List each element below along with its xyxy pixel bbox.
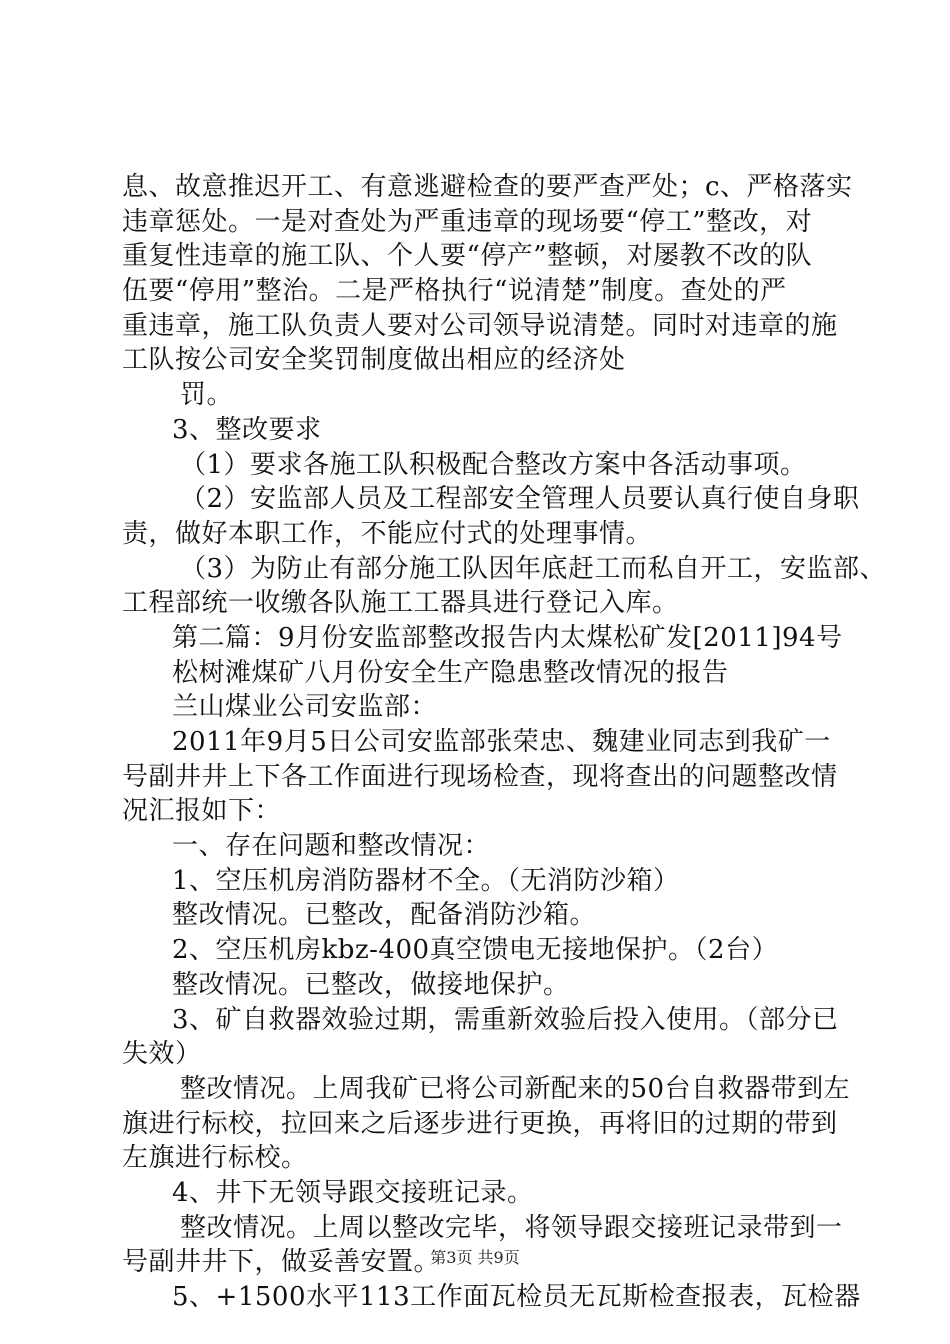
text-line: 失效） xyxy=(122,1039,202,1070)
text-line: 2011年9月5日公司安监部张荣忠、魏建业同志到我矿一 xyxy=(172,727,831,757)
list-item: 4、井下无领导跟交接班记录。 xyxy=(172,1177,534,1208)
text-line: （2）安监部人员及工程部安全管理人员要认真行使自身职 xyxy=(180,484,860,515)
text-line: 工队按公司安全奖罚制度做出相应的经济处 xyxy=(122,345,626,376)
section-heading: 一、存在问题和整改情况： xyxy=(172,831,491,862)
addressee: 兰山煤业公司安监部： xyxy=(172,692,438,723)
text-line: 整改情况。已整改，配备消防沙箱。 xyxy=(172,900,597,931)
text-line: 整改情况。上周以整改完毕，将领导跟交接班记录带到一 xyxy=(180,1212,843,1243)
text-line: 整改情况。上周我矿已将公司新配来的50台自救器带到左 xyxy=(180,1073,851,1104)
section-heading: 3、整改要求 xyxy=(172,414,322,445)
chapter-heading: 第二篇：9月份安监部整改报告内太煤松矿发[2011]94号 xyxy=(172,622,843,653)
report-title: 松树滩煤矿八月份安全生产隐患整改情况的报告 xyxy=(172,657,729,688)
text-line: 工程部统一收缴各队施工工器具进行登记入库。 xyxy=(122,588,679,619)
text-line: 息、故意推迟开工、有意逃避检查的要严查严处；c、严格落实 xyxy=(122,172,853,202)
text-line: 况汇报如下： xyxy=(122,796,282,827)
text-line: 重违章，施工队负责人要对公司领导说清楚。同时对违章的施 xyxy=(122,310,838,341)
text-line: 整改情况。已整改，做接地保护。 xyxy=(172,969,570,1000)
text-line: 号副井井下，做妥善安置。 xyxy=(122,1247,441,1278)
page-number: 第3页 共9页 xyxy=(430,1248,520,1267)
list-item: 2、空压机房kbz-400真空馈电无接地保护。（2台） xyxy=(172,935,779,966)
text-line: 违章惩处。一是对查处为严重违章的现场要“停工”整改，对 xyxy=(122,206,813,237)
text-line: 责，做好本职工作，不能应付式的处理事情。 xyxy=(122,518,653,549)
list-item: 3、矿自救器效验过期，需重新效验后投入使用。（部分已 xyxy=(172,1004,839,1035)
text-line: 旗进行标校，拉回来之后逐步进行更换，再将旧的过期的带到 xyxy=(122,1108,838,1139)
text-line: 伍要“停用”整治。二是严格执行“说清楚”制度。查处的严 xyxy=(122,276,787,307)
text-line: 左旗进行标校。 xyxy=(122,1143,308,1174)
text-line: 重复性违章的施工队、个人要“停产”整顿，对屡教不改的队 xyxy=(122,241,813,272)
text-line: 罚。 xyxy=(180,380,234,411)
text-line: 号副井井上下各工作面进行现场检查，现将查出的问题整改情 xyxy=(122,761,838,792)
list-item: 1、空压机房消防器材不全。（无消防沙箱） xyxy=(172,865,680,896)
text-line: （3）为防止有部分施工队因年底赶工而私自开工，安监部、 xyxy=(180,553,887,584)
text-line: （1）要求各施工队积极配合整改方案中各活动事项。 xyxy=(180,449,807,480)
list-item: 5、+1500水平113工作面瓦检员无瓦斯检查报表，瓦检器 xyxy=(172,1282,861,1312)
document-body xyxy=(122,170,887,1315)
